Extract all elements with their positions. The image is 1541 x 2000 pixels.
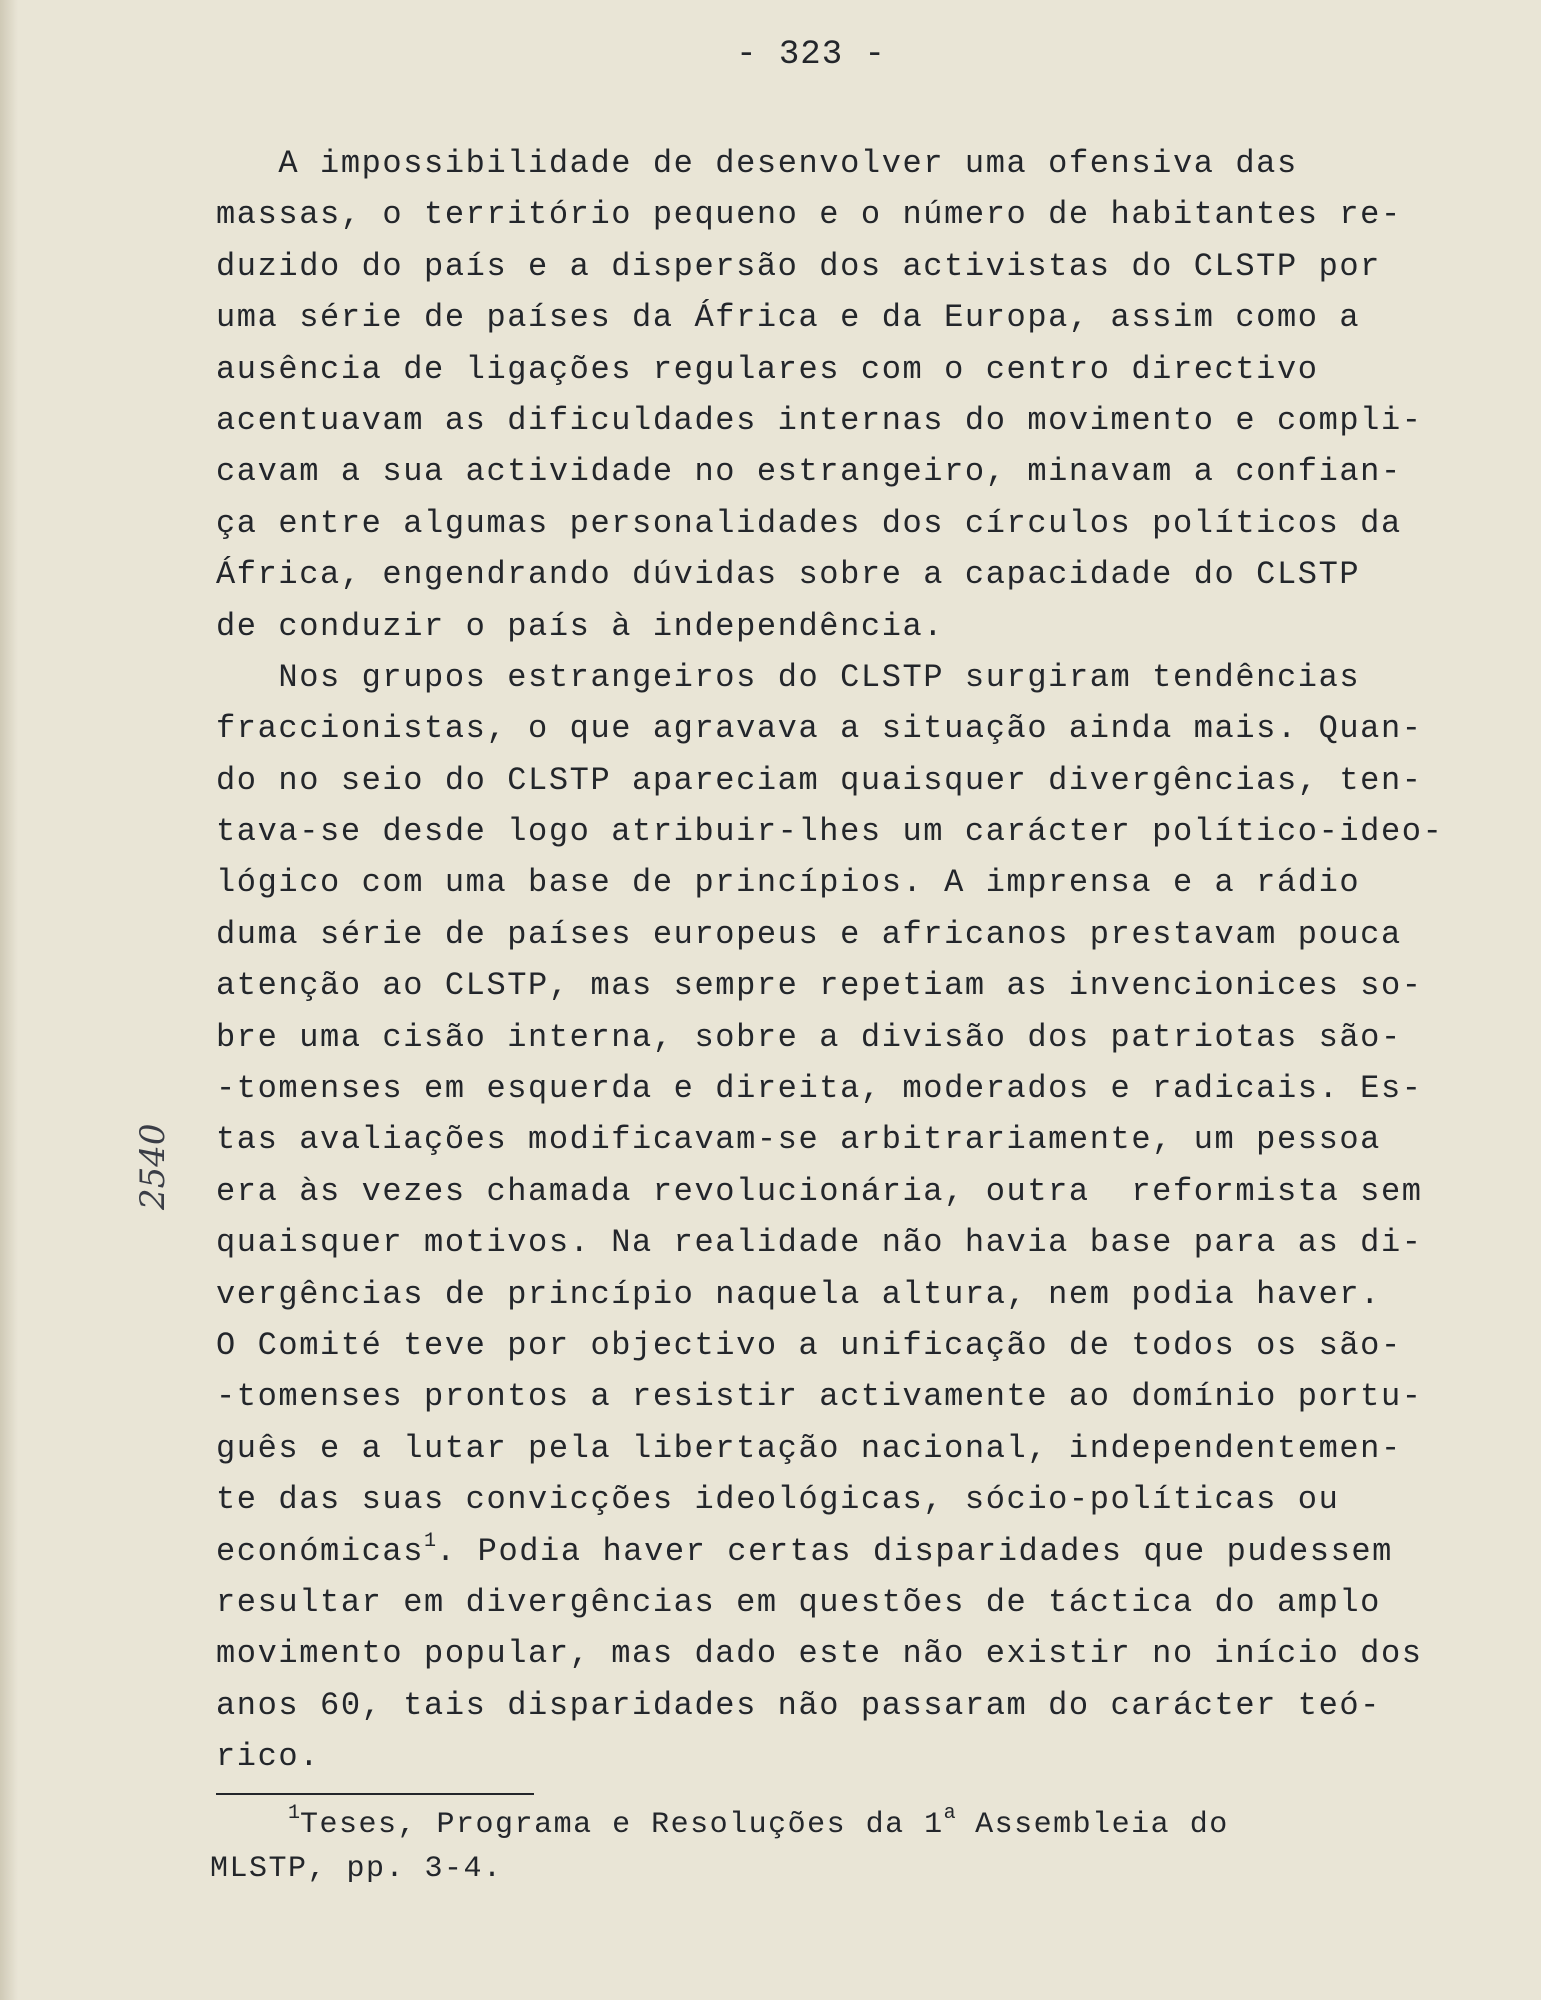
text-line [216, 857, 1446, 908]
text-line [216, 189, 1446, 240]
text-line [216, 1526, 1446, 1577]
footnote-separator [216, 1793, 534, 1795]
text-line [216, 806, 1446, 857]
page-number: - 323 - [736, 36, 886, 74]
line-text: Nos grupos estrangeiros do CLSTP surgiram tendências [278, 658, 1361, 696]
text-line [216, 138, 1446, 189]
line-text: fraccionistas, o que agravava a situação ainda mais. Quan- [216, 710, 1423, 748]
text-line [216, 344, 1446, 395]
text-line [216, 1628, 1446, 1679]
footnote-superscript: a [943, 1802, 956, 1825]
line-text: quaisquer motivos. Na realidade não havia base para as di- [216, 1224, 1423, 1262]
line-text: do no seio do CLSTP apareciam quaisquer divergências, ten- [216, 761, 1423, 799]
text-line [216, 1680, 1446, 1731]
line-text: ça entre algumas personalidades dos círculos políticos da [216, 504, 1402, 542]
footnote-number: 1 [288, 1802, 301, 1825]
line-text: atenção ao CLSTP, mas sempre repetiam as invencionices so- [216, 967, 1423, 1005]
footnote-text: MLSTP, pp. 3-4. [210, 1852, 503, 1886]
line-text: A impossibilidade de desenvolver uma ofensiva das [278, 145, 1298, 182]
footnote-line [210, 1803, 1450, 1847]
line-text-after: . Podia haver certas disparidades que pudessem [436, 1532, 1393, 1570]
line-text: vergências de princípio naquela altura, nem podia haver. [216, 1275, 1381, 1313]
footnote-text: Teses, Programa e Resoluções da 1 [300, 1808, 944, 1842]
line-text: de conduzir o país à independência. [216, 607, 945, 645]
line-text: tas avaliações modificavam-se arbitrariamente, um pessoa [216, 1121, 1381, 1159]
line-text: duma série de países europeus e africanos prestavam pouca [216, 915, 1402, 953]
line-text: acentuavam as dificuldades internas do movimento e compli- [216, 401, 1423, 439]
footnote-line [210, 1847, 1450, 1891]
text-line [216, 1371, 1446, 1422]
text-line [216, 1063, 1446, 1114]
line-text: guês e a lutar pela libertação nacional, independentemen- [216, 1429, 1402, 1467]
text-line [216, 755, 1446, 806]
line-text: tava-se desde logo atribuir-lhes um carácter político-ideo- [216, 813, 1444, 851]
text-line [216, 498, 1446, 549]
text-line [216, 1114, 1446, 1165]
line-text: anos 60, tais disparidades não passaram do carácter teó- [216, 1686, 1381, 1724]
line-text: económicas [216, 1532, 425, 1570]
line-text: era às vezes chamada revolucionária, outra reformista sem [216, 1172, 1423, 1210]
text-line [216, 1217, 1446, 1268]
line-text: duzido do país e a dispersão dos activistas do CLSTP por [216, 247, 1381, 285]
text-line [216, 601, 1446, 652]
text-line [216, 1166, 1446, 1217]
line-text: movimento popular, mas dado este não existir no início dos [216, 1635, 1423, 1673]
line-text: lógico com uma base de princípios. A imprensa e a rádio [216, 864, 1361, 902]
page-binding-edge [0, 0, 18, 2000]
body-text [216, 138, 1446, 1783]
text-line [216, 909, 1446, 960]
text-line [216, 1731, 1446, 1782]
text-line [216, 1320, 1446, 1371]
text-line [216, 446, 1446, 497]
line-text: ausência de ligações regulares com o centro directivo [216, 350, 1319, 388]
text-line [216, 241, 1446, 292]
line-text: bre uma cisão interna, sobre a divisão dos patriotas são- [216, 1018, 1402, 1056]
line-text: -tomenses prontos a resistir activamente ao domínio portu- [216, 1378, 1423, 1416]
line-text: cavam a sua actividade no estrangeiro, minavam a confian- [216, 453, 1402, 491]
text-line [216, 292, 1446, 343]
line-text: O Comité teve por objectivo a unificação de todos os são- [216, 1326, 1402, 1364]
footnote-indent [210, 1808, 288, 1842]
text-line [216, 395, 1446, 446]
line-text: massas, o território pequeno e o número de habitantes re- [216, 196, 1402, 234]
text-line [216, 1577, 1446, 1628]
line-text: -tomenses em esquerda e direita, moderados e radicais. Es- [216, 1070, 1423, 1108]
line-text: te das suas convicções ideológicas, sócio-políticas ou [216, 1481, 1340, 1519]
line-text: África, engendrando dúvidas sobre a capacidade do CLSTP [216, 556, 1361, 594]
text-line [216, 652, 1446, 703]
text-line [216, 1474, 1446, 1525]
line-text: rico. [216, 1738, 321, 1776]
text-line [216, 1012, 1446, 1063]
margin-annotation: 2540 [133, 1123, 173, 1210]
line-text: uma série de países da África e da Europa, assim como a [216, 299, 1361, 337]
footnote-text-after: Assembleia do [955, 1808, 1229, 1842]
text-line [216, 1269, 1446, 1320]
line-indent [216, 659, 278, 696]
line-text: resultar em divergências em questões de táctica do amplo [216, 1583, 1381, 1621]
footnote-ref: 1 [424, 1529, 437, 1553]
line-indent [216, 145, 278, 182]
footnotes [210, 1803, 1450, 1891]
text-line [216, 1423, 1446, 1474]
text-line [216, 549, 1446, 600]
text-line [216, 703, 1446, 754]
text-line [216, 960, 1446, 1011]
